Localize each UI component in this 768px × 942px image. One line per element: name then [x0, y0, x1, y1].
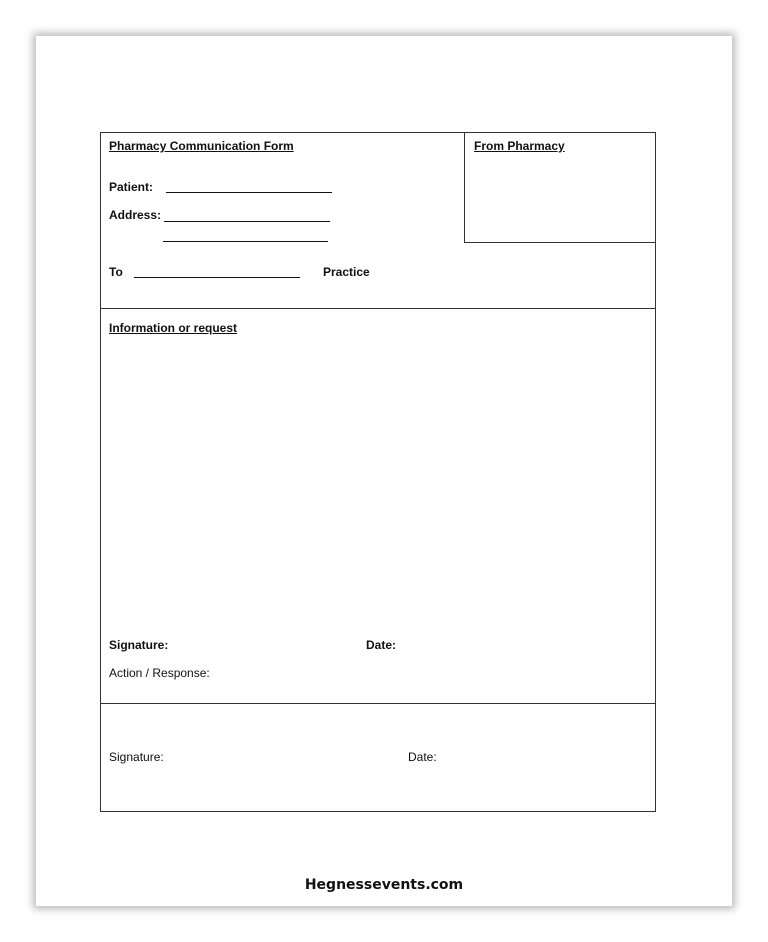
signature-label-1: Signature:: [109, 638, 169, 652]
patient-label: Patient:: [109, 180, 154, 194]
from-pharmacy-box: [464, 133, 656, 243]
site-credit: Hegnessevents.com: [304, 877, 464, 893]
form-title: Pharmacy Communication Form: [109, 139, 294, 153]
information-request-area[interactable]: [109, 343, 647, 623]
pharmacy-communication-form: [100, 132, 656, 812]
address-label: Address:: [109, 208, 162, 222]
patient-field[interactable]: [166, 192, 332, 193]
action-response-label: Action / Response:: [109, 666, 210, 680]
date-label-1: Date:: [366, 638, 397, 652]
date-label-2: Date:: [408, 750, 437, 764]
to-field[interactable]: [134, 277, 300, 278]
practice-label: Practice: [323, 265, 370, 279]
from-pharmacy-label: From Pharmacy: [474, 139, 565, 153]
address-field-line-1[interactable]: [164, 221, 330, 222]
to-label: To: [109, 265, 123, 279]
section-divider-1: [101, 308, 655, 309]
section-divider-2: [101, 703, 655, 704]
information-request-label: Information or request: [109, 321, 238, 335]
signature-label-2: Signature:: [109, 750, 164, 764]
address-field-line-2[interactable]: [163, 241, 328, 242]
